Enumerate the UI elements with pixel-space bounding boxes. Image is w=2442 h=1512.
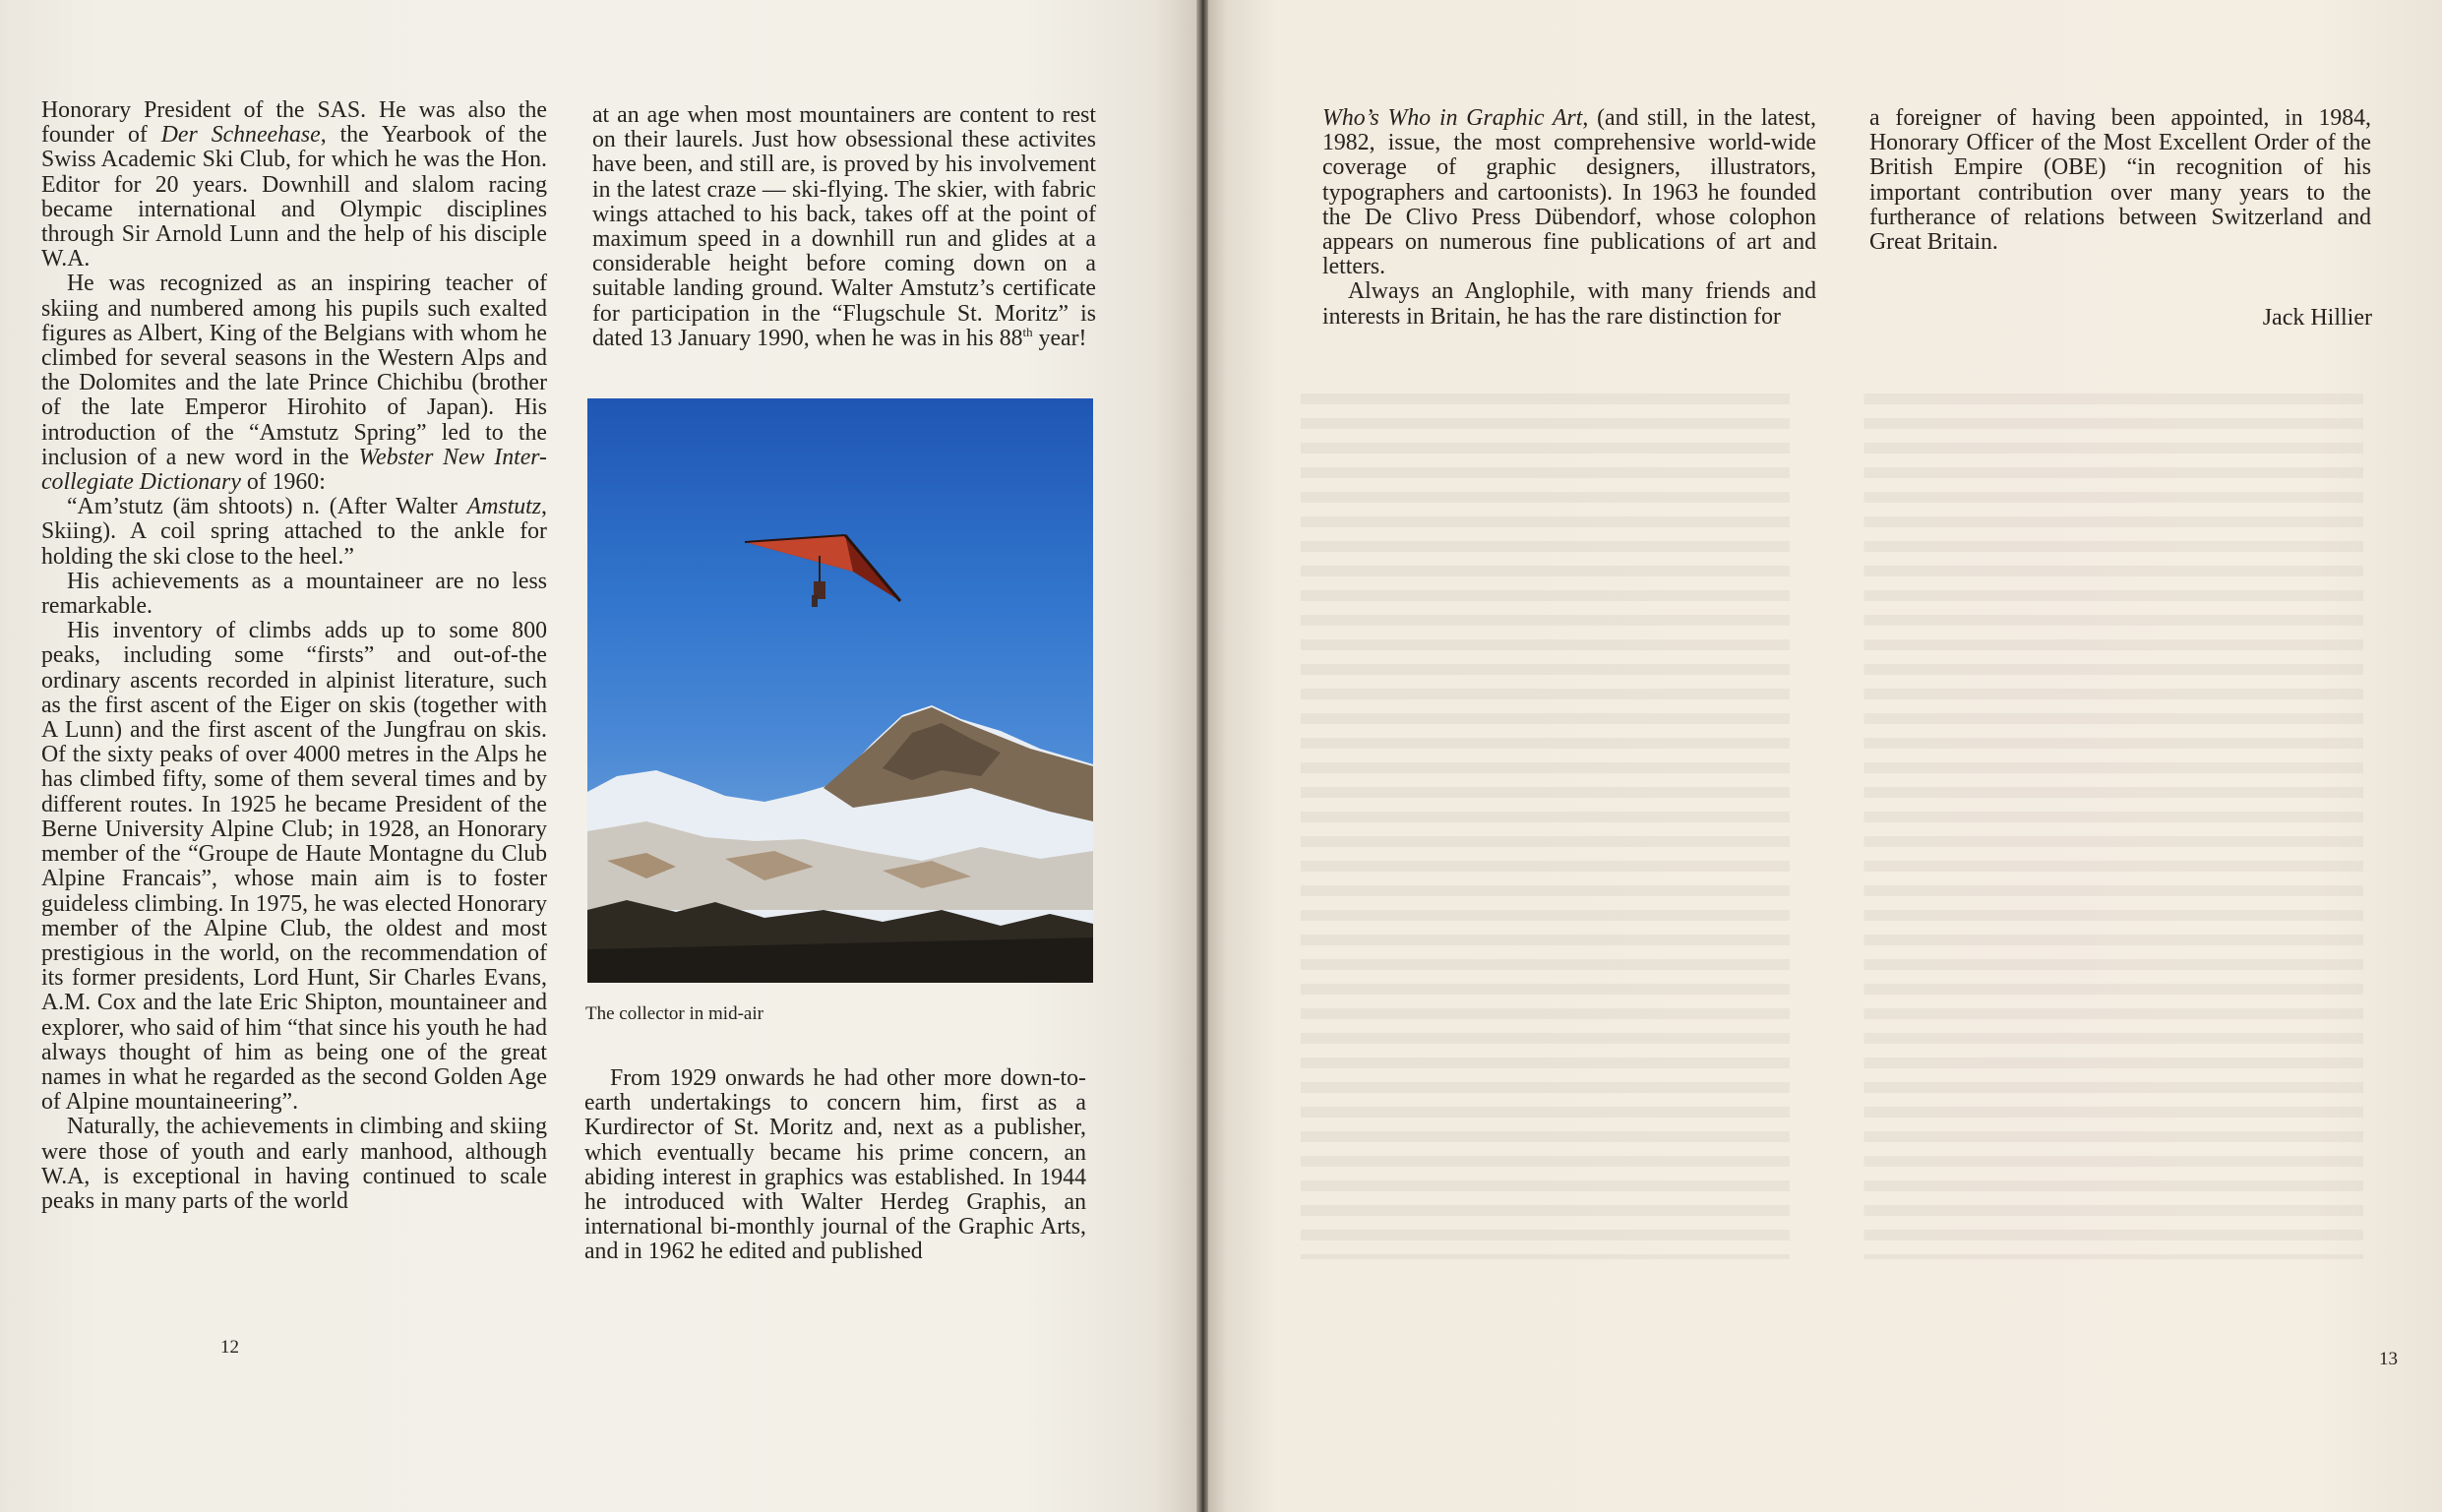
text-run: He was recognized as an inspiring teacher of skiing and numbered among his pupils such exalted figures as Albert, King of the Belgians with whom he climbed for several seasons in the Western Alps and the Dolomites and the late Prince Chichibu (brother of the late Emperor Hirohito of Japan). His introduction of the “Amstutz Spring” led to the inclusion of a new word in the bbox=[41, 271, 547, 470]
page-number-right: 13 bbox=[2379, 1349, 2398, 1369]
paragraph: His achievements as a mountaineer are no less remarkable. bbox=[41, 568, 547, 620]
text-run: of 1960: bbox=[240, 469, 326, 496]
paragraph: From 1929 onwards he had other more down-to-earth undertakings to concern him, first as a Kurdirector of St. Moritz and, next as a publisher, which eventually became his prime concern, an abiding interest in graphics was established. In 1944 he introduced with Walter Herdeg Graphis, an international bi-monthly journal of the Graphic Arts, and in 1962 he edited and published bbox=[584, 1065, 1086, 1265]
hang-glider bbox=[745, 535, 900, 607]
text-run: “Am’stutz (äm shtoots) n. (After Walter bbox=[67, 494, 467, 520]
italic-title: Who’s Who in Graphic Art bbox=[1322, 105, 1583, 131]
photo-illustration bbox=[587, 398, 1093, 983]
hang-glider-photo bbox=[587, 398, 1093, 983]
text-run: Honorary President of the SAS. He was also the founder of bbox=[41, 97, 547, 149]
paragraph bbox=[592, 103, 1096, 351]
paragraph bbox=[1322, 106, 1816, 279]
snowy-mountains bbox=[587, 705, 1093, 983]
paragraph: Always an Anglophile, with many friends and interests in Britain, he has the rare distinction for bbox=[1322, 278, 1816, 330]
superscript: th bbox=[1022, 324, 1033, 339]
page-number-left: 12 bbox=[220, 1337, 239, 1358]
paragraph: Naturally, the achievements in climbing and skiing were those of youth and early manhood, although W.A, is exceptional in having continued to scale peaks in many parts of the world bbox=[41, 1114, 547, 1214]
photo-caption: The collector in mid-air bbox=[585, 1003, 763, 1024]
italic-term: Amstutz bbox=[466, 494, 542, 520]
text-run: , the Yearbook of the Swiss Academic Ski Club, for which he was the Hon. Editor for 20 years. Downhill and slalom racing became international and Olympic disciplines through Sir Arnold Lunn and the help of his disciple W.A. bbox=[41, 122, 547, 272]
italic-title: Webster New Inter-collegiate Dictionary bbox=[41, 444, 547, 496]
left-page bbox=[0, 0, 1202, 1512]
show-through-text bbox=[1301, 393, 2363, 1259]
paragraph: His inventory of climbs adds up to some 800 peaks, including some “firsts” and out-of-the ordinary ascents recorded in alpinist literature, such as the first ascent of the Eiger on skis (together with A Lunn) and the first ascent of the Jungfrau on skis. Of the sixty peaks of over 4000 metres in the Alps he has climbed fifty, some of them several times and by different routes. In 1925 he became President of the Berne University Alpine Club; in 1928, an Honorary member of the “Groupe de Haute Montagne du Club Alpine Francais”, whose main aim is to foster guideless climbing. In 1975, he was elected Honorary member of the Alpine Club, the oldest and most prestigious in the world, on the recommendation of its former presidents, Lord Hunt, Sir Charles Evans, A.M. Cox and the late Eric Shipton, mountaineer and explorer, who said of him “that since his youth he had always thought of him as being one of the great names in what he regarded as the second Golden Age of Alpine mountaineering”. bbox=[41, 618, 547, 1116]
middle-column-top bbox=[592, 103, 1096, 351]
right-page bbox=[1202, 0, 2442, 1512]
book-gutter bbox=[1196, 0, 1208, 1512]
paragraph bbox=[41, 272, 547, 495]
text-run: , (and still, in the latest, 1982, issue, the most comprehensive world-wide coverage of graphic designers, illustrators, typographers and cartoonists). In 1963 he founded the De Clivo Press Dübendorf, whose colophon appears on numerous fine publications of art and letters. bbox=[1322, 105, 1816, 280]
text-run: , Skiing). A coil spring attached to the ankle for holding the ski close to the heel.” bbox=[41, 494, 547, 570]
left-column bbox=[41, 98, 547, 1214]
right-column-left bbox=[1322, 106, 1816, 330]
dictionary-quote bbox=[41, 495, 547, 570]
text-run: year! bbox=[1032, 325, 1087, 351]
paragraph bbox=[41, 98, 547, 272]
italic-title: Der Schneehase bbox=[160, 122, 321, 149]
author-signature: Jack Hillier bbox=[2262, 305, 2372, 331]
right-column-right bbox=[1869, 106, 2371, 255]
paragraph: a foreigner of having been appointed, in 1984, Honorary Officer of the Most Excellent Order of the British Empire (OBE) “in recognition of his important contribution over many years to the furtherance of relations between Switzerland and Great Britain. bbox=[1869, 105, 2371, 256]
middle-column-bottom bbox=[584, 1066, 1086, 1265]
text-run: at an age when most mountainers are content to rest on their laurels. Just how obsessional these activites have been, and still are, is proved by his involvement in the latest craze — ski-flying. The skier, with fabric wings attached to his back, takes off at the point of maximum speed in a downhill run and glides at a considerable height before coming down on a suitable landing ground. Walter Amstutz’s certificate for participation in the “Flugschule St. Moritz” is dated 13 January 1990, when he was in his 88 bbox=[592, 102, 1096, 351]
